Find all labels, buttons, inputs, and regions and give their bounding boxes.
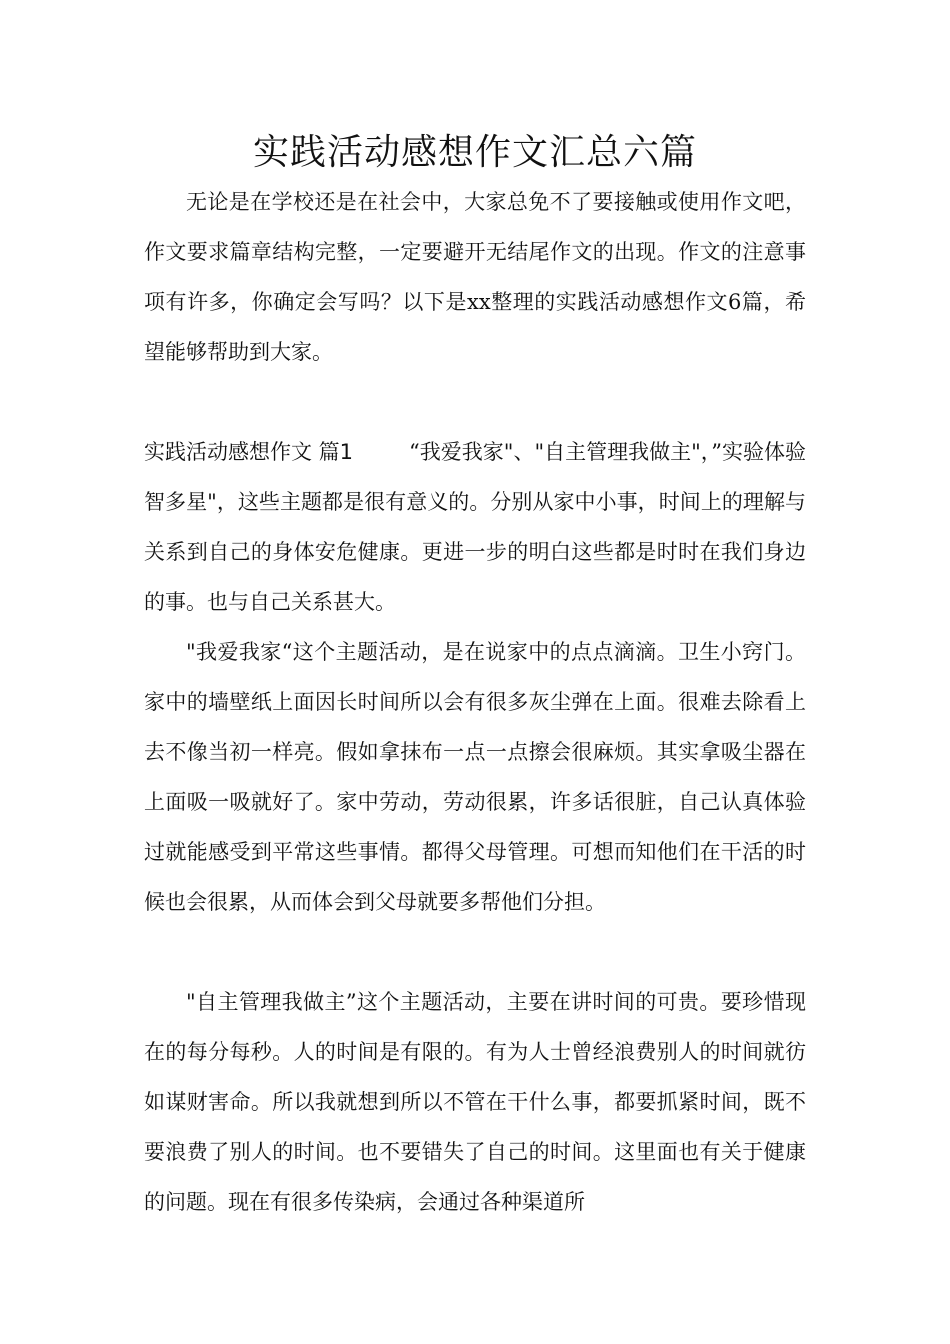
document-title: 实践活动感想作文汇总六篇 [252, 132, 697, 173]
section-1-paragraph [144, 427, 806, 627]
section-1-lead-text: “我爱我家"、"自主管理我做主"，”实验体验智多星"，这些主题都是很有意义的。分别从家中小事，时间上的理解与关系到自己的身体安危健康。更进一步的明白这些都是时时在我们身边的事。也与自己关系甚大。 [144, 440, 806, 614]
body-paragraph-zi-zhu-guan-li: "自主管理我做主”这个主题活动，主要在讲时间的可贵。要珍惜现在的每分每秒。人的时间是有限的。有为人士曾经浪费别人的时间就彷如谋财害命。所以我就想到所以不管在干什么事，都要抓紧时间，既不要浪费了别人的时间。也不要错失了自己的时间。这里面也有关于健康的问题。现在有很多传染病，会通过各种渠道所 [144, 990, 806, 1214]
intro-paragraph: 无论是在学校还是在社会中，大家总免不了要接触或使用作文吧，作文要求篇章结构完整，一定要避开无结尾作文的出现。作文的注意事项有许多，你确定会写吗？以下是xx整理的实践活动感想作文6篇，希望能够帮助到大家。 [144, 190, 806, 364]
body-paragraph-wo-ai-wo-jia: "我爱我家“这个主题活动，是在说家中的点点滴滴。卫生小窍门。家中的墙壁纸上面因长时间所以会有很多灰尘弹在上面。很难去除看上去不像当初一样亮。假如拿抹布一点一点擦会很麻烦。其实拿吸尘器在上面吸一吸就好了。家中劳动，劳动很累，许多话很脏，自己认真体验过就能感受到平常这些事情。都得父母管理。可想而知他们在干活的时候也会很累，从而体会到父母就要多帮他们分担。 [144, 640, 806, 914]
section-1-heading: 实践活动感想作文 篇1 [144, 440, 354, 464]
